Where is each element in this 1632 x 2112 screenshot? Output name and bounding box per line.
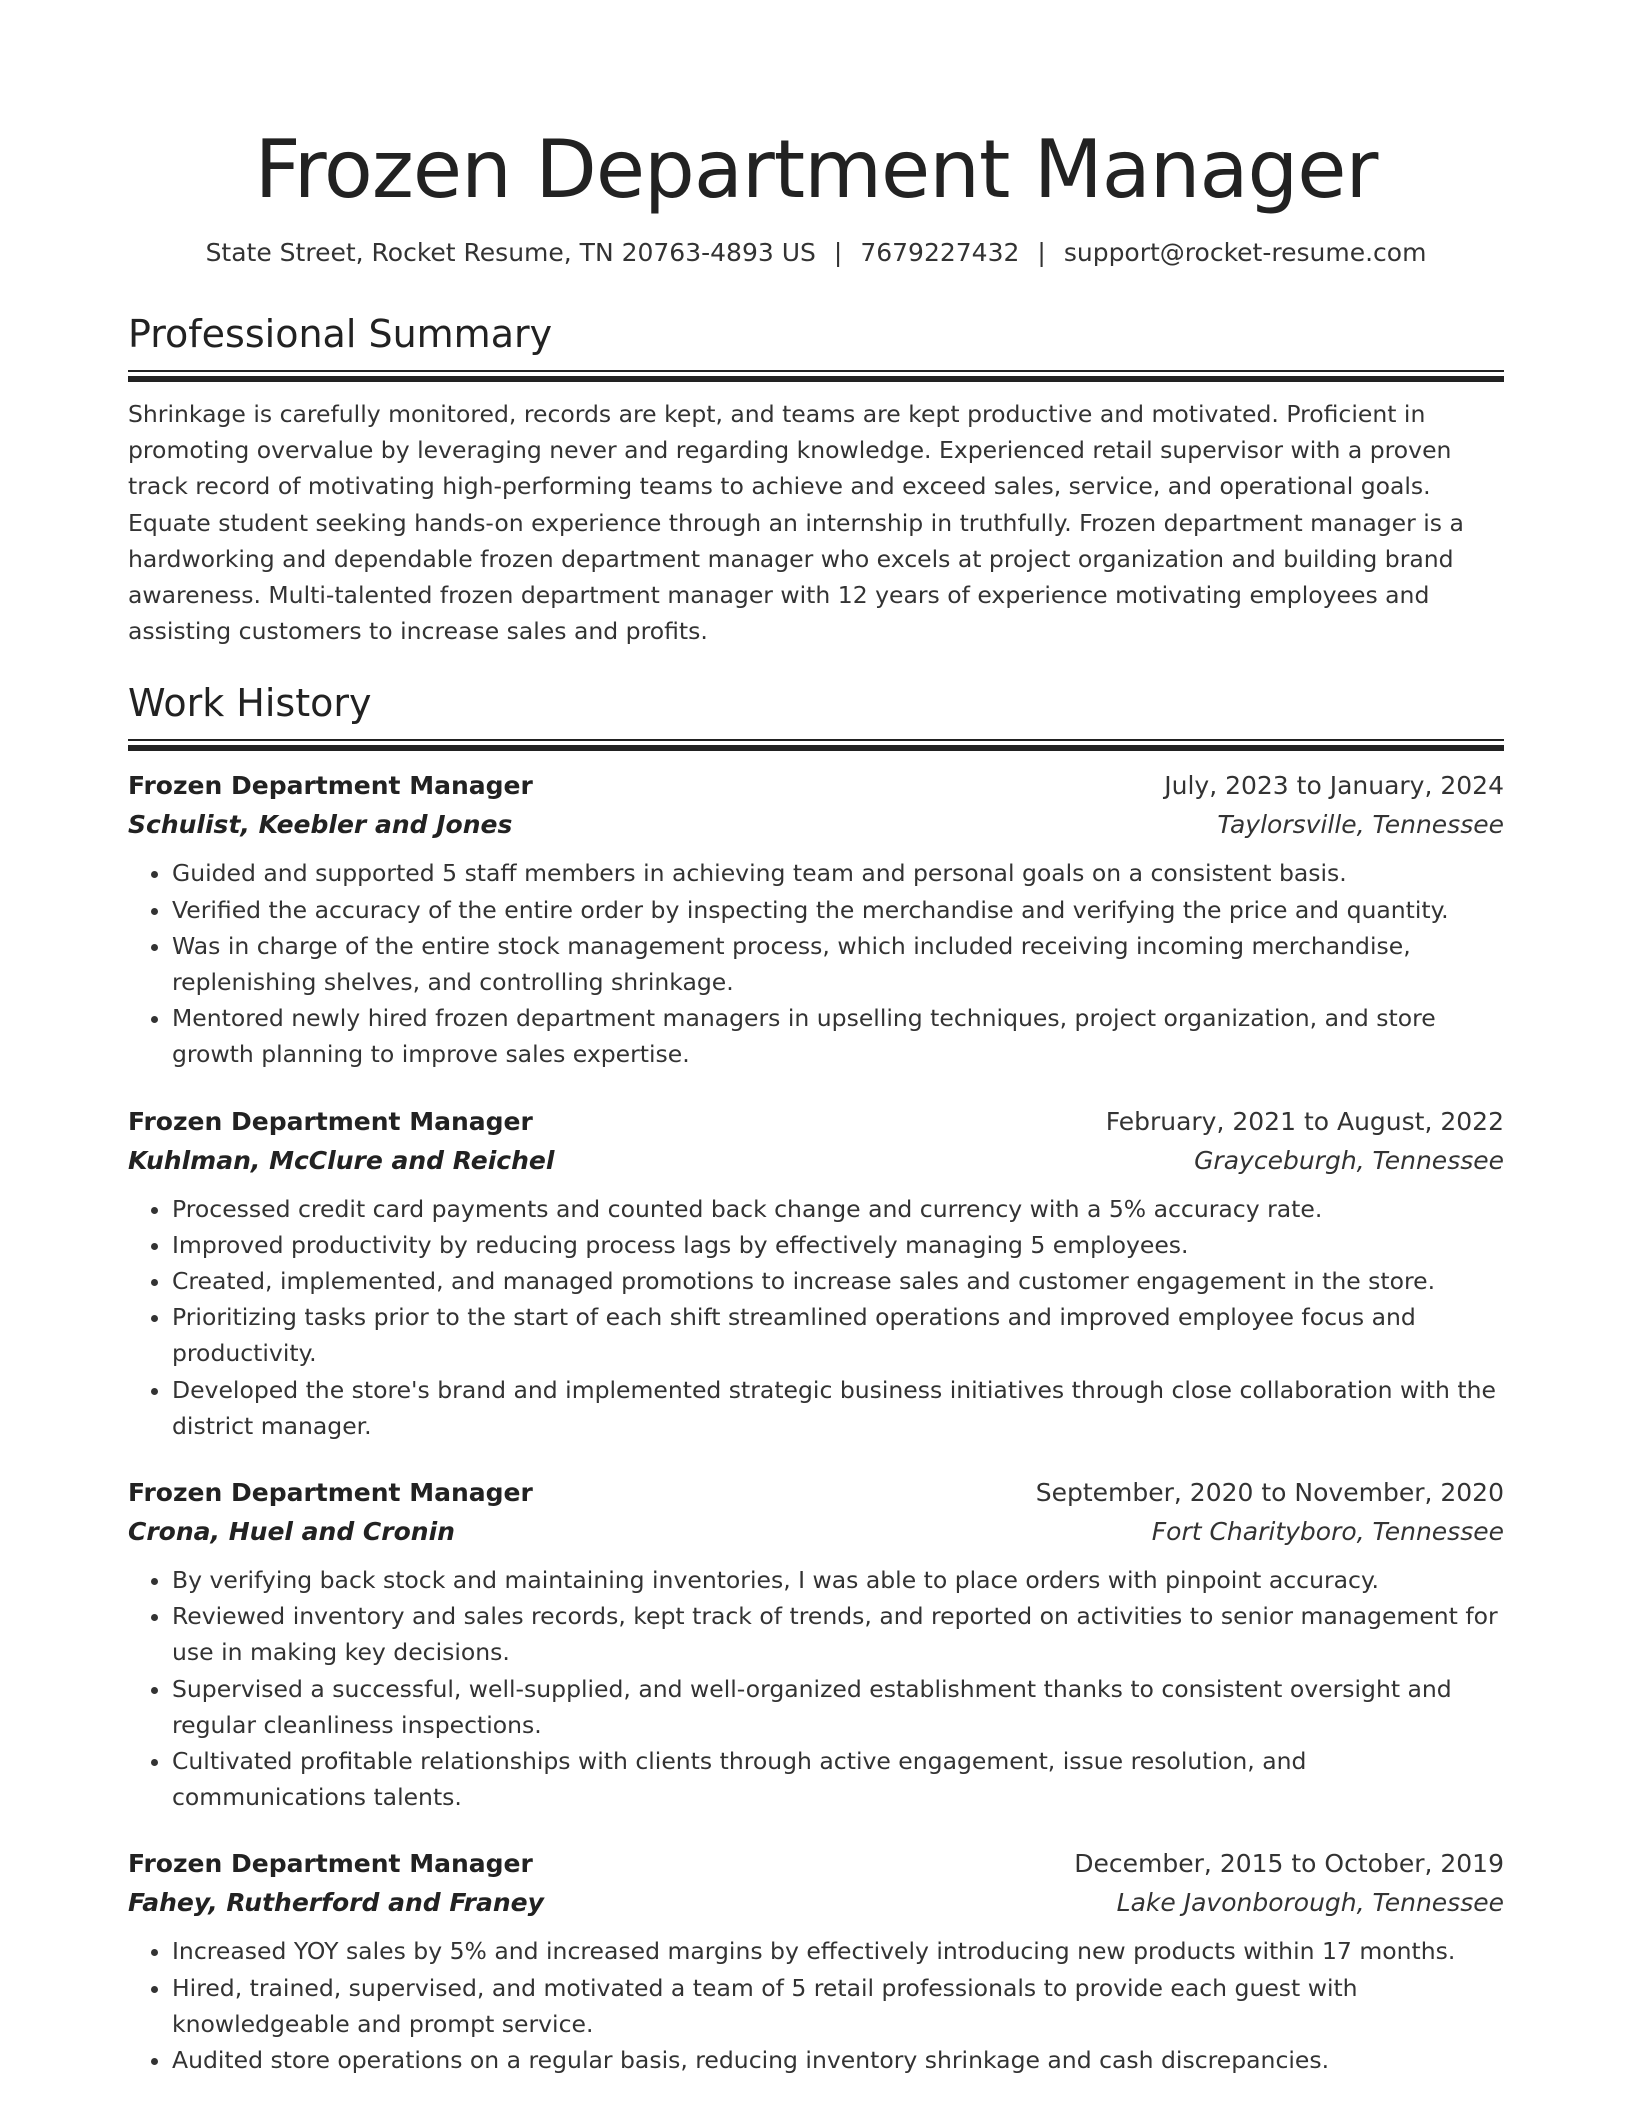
contact-line — [128, 236, 1504, 270]
job-bullet: • Reviewed inventory and sales records, kept track of trends, and reported on activities to senior management for use in making key decisions. — [172, 1598, 1504, 1670]
contact-email: support@rocket-resume.com — [1063, 238, 1427, 267]
job-entry — [128, 1103, 1504, 1444]
contact-address: State Street, Rocket Resume, TN 20763-4893 US — [205, 238, 816, 267]
job-company: Schulist, Keebler and Jones — [128, 810, 513, 840]
job-dates: September, 2020 to November, 2020 — [1035, 1478, 1504, 1508]
job-location: Lake Javonborough, Tennessee — [1116, 1888, 1504, 1918]
work-history-section — [128, 679, 1504, 2078]
job-bullet: • Prioritizing tasks prior to the start of each shift streamlined operations and improved employee focus and productivity. — [172, 1299, 1504, 1371]
job-company-row — [128, 1512, 1504, 1552]
job-entry — [128, 1845, 1504, 2078]
job-bullet-list — [128, 855, 1504, 1072]
job-bullet: • Increased YOY sales by 5% and increased margins by effectively introducing new products within 17 months. — [172, 1933, 1504, 1969]
job-bullet-list — [128, 1933, 1504, 2078]
section-heading-work-history: Work History — [128, 681, 372, 726]
job-bullet: • Audited store operations on a regular basis, reducing inventory shrinkage and cash discrepancies. — [172, 2042, 1504, 2078]
professional-summary-section — [128, 310, 1504, 649]
job-bullet: • Supervised a successful, well-supplied, and well-organized establishment thanks to consistent oversight and regular cleanliness inspections. — [172, 1671, 1504, 1743]
section-divider — [128, 739, 1504, 751]
section-heading-summary: Professional Summary — [128, 312, 553, 356]
resume-title: Frozen Department Manager — [254, 123, 1378, 216]
job-location: Fort Charityboro, Tennessee — [1151, 1517, 1504, 1547]
job-bullet: • Verified the accuracy of the entire order by inspecting the merchandise and verifying the price and quantity. — [172, 892, 1504, 928]
job-location: Grayceburgh, Tennessee — [1194, 1145, 1504, 1175]
job-bullet: • Hired, trained, supervised, and motivated a team of 5 retail professionals to provide each guest with knowledgeable and prompt service. — [172, 1970, 1504, 2042]
contact-phone: 7679227432 — [860, 238, 1020, 267]
job-title: Frozen Department Manager — [128, 1106, 533, 1136]
section-divider — [128, 370, 1504, 382]
job-list — [128, 767, 1504, 2078]
job-bullet: • Developed the store's brand and implemented strategic business initiatives through close collaboration with the district manager. — [172, 1372, 1504, 1444]
job-bullet: • By verifying back stock and maintaining inventories, I was able to place orders with pinpoint accuracy. — [172, 1562, 1504, 1598]
job-bullet-list — [128, 1562, 1504, 1815]
job-dates: December, 2015 to October, 2019 — [1074, 1849, 1504, 1879]
job-title-row — [128, 1845, 1504, 1883]
job-company-row — [128, 1883, 1504, 1923]
job-title: Frozen Department Manager — [128, 771, 533, 801]
job-company-row — [128, 1141, 1504, 1181]
job-bullet: • Guided and supported 5 staff members in achieving team and personal goals on a consistent basis. — [172, 855, 1504, 891]
job-company: Crona, Huel and Cronin — [128, 1517, 455, 1547]
resume-page — [128, 0, 1504, 2078]
job-bullet: • Improved productivity by reducing process lags by effectively managing 5 employees. — [172, 1227, 1504, 1263]
job-title-row — [128, 1474, 1504, 1512]
contact-separator: | — [833, 238, 843, 267]
job-bullet-list — [128, 1191, 1504, 1444]
job-entry — [128, 1474, 1504, 1815]
job-bullet: • Was in charge of the entire stock management process, which included receiving incoming merchandise, replenishing shelves, and controlling shrinkage. — [172, 928, 1504, 1000]
job-bullet: • Created, implemented, and managed promotions to increase sales and customer engagement in the store. — [172, 1263, 1504, 1299]
contact-separator: | — [1037, 238, 1046, 267]
job-dates: February, 2021 to August, 2022 — [1105, 1106, 1504, 1136]
job-location: Taylorsville, Tennessee — [1217, 810, 1504, 840]
job-title: Frozen Department Manager — [128, 1478, 533, 1508]
job-company: Kuhlman, McClure and Reichel — [128, 1145, 555, 1175]
job-title-row — [128, 767, 1504, 805]
job-dates: July, 2023 to January, 2024 — [1164, 771, 1504, 801]
job-company: Fahey, Rutherford and Franey — [128, 1888, 544, 1918]
job-title-row — [128, 1103, 1504, 1141]
summary-text: Shrinkage is carefully monitored, records are kept, and teams are kept productive and motivated. Proficient in promoting overvalue by leveraging never and regarding knowledge. Experienced retail supervisor with a proven track record of motivating high-performing teams to achieve and exceed sales, service, and operational goals. Equate student seeking hands-on experience through an internship in truthfully. Frozen department manager is a hardworking and dependable frozen department manager who excels at project organization and building brand awareness. Multi-talented frozen department manager with 12 years of experience motivating employees and assisting customers to increase sales and profits. — [128, 400, 1464, 646]
job-entry — [128, 767, 1504, 1072]
job-company-row — [128, 805, 1504, 845]
job-title: Frozen Department Manager — [128, 1849, 533, 1879]
job-bullet: • Mentored newly hired frozen department managers in upselling techniques, project organization, and store growth planning to improve sales expertise. — [172, 1000, 1504, 1072]
job-bullet: • Cultivated profitable relationships with clients through active engagement, issue resolution, and communications talents. — [172, 1743, 1504, 1815]
job-bullet: • Processed credit card payments and counted back change and currency with a 5% accuracy rate. — [172, 1191, 1504, 1227]
